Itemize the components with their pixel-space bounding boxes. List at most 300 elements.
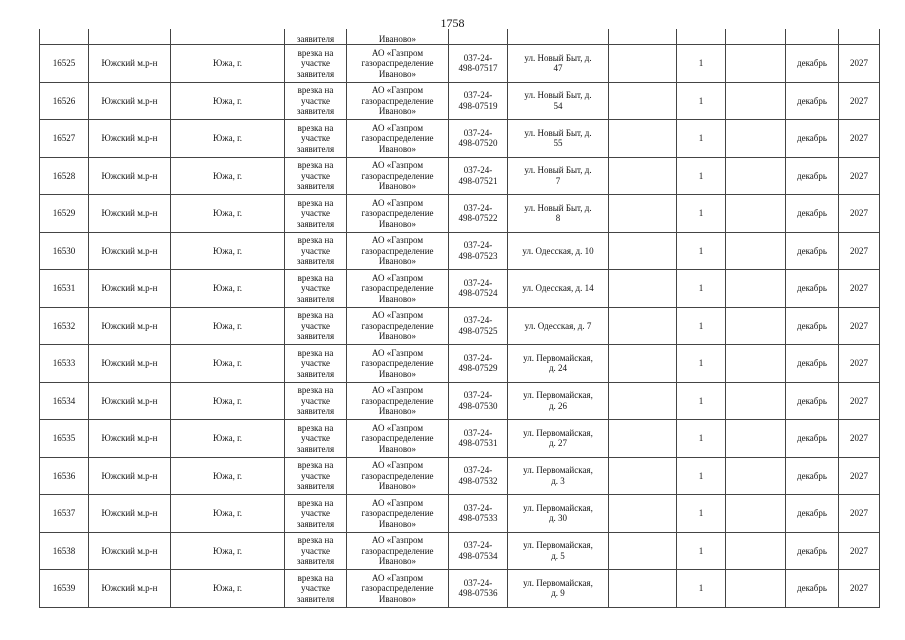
cell-company-line: АО «Газпром xyxy=(371,422,424,433)
cell-qty: 1 xyxy=(677,82,726,120)
cell-code-line: 037-24- xyxy=(463,540,493,551)
cell-address-line: ул. Новый Быт, д. xyxy=(524,202,592,213)
cell-work-type xyxy=(285,532,347,570)
cell-work-type xyxy=(285,420,347,458)
cell-city: Южа, г. xyxy=(171,457,285,495)
cell-year: 2027 xyxy=(839,345,880,383)
cell-company xyxy=(347,345,449,383)
cell-company-line: АО «Газпром xyxy=(371,535,424,545)
cell-address-line: д. 27 xyxy=(548,438,568,449)
cell-company-line: Иваново» xyxy=(378,256,417,266)
table-body xyxy=(40,29,880,607)
cell-work-type-line: участке xyxy=(300,133,331,143)
cell-qty: 1 xyxy=(677,532,726,570)
cell-code xyxy=(449,382,508,420)
cell-company-line: Иваново» xyxy=(378,556,417,566)
cell-work-type-line: заявителя xyxy=(296,368,335,379)
cell-work-type-line: заявителя xyxy=(296,556,335,566)
cell-code-line: 037-24- xyxy=(463,352,493,363)
cell-address xyxy=(508,532,609,570)
cell-company-line: газораспределение xyxy=(361,170,434,181)
cell-address xyxy=(508,45,609,83)
cell-address xyxy=(508,82,609,120)
cell-code-line: 037-24- xyxy=(463,127,493,138)
cell-company-line: Иваново» xyxy=(378,368,417,379)
cell-empty xyxy=(726,157,786,195)
cell-work-type xyxy=(285,120,347,158)
cell-address-line: ул. Первомайская, xyxy=(523,502,593,513)
cell-code-line: 498-07533 xyxy=(458,513,498,524)
cell-code-line: 498-07521 xyxy=(458,175,498,186)
cell-code-line: 498-07523 xyxy=(458,250,498,261)
cell-empty xyxy=(609,120,677,158)
cell-work-type-line: врезка на xyxy=(297,460,334,470)
cell-empty xyxy=(726,82,786,120)
cell-company-line: Иваново» xyxy=(378,518,417,529)
cell-company-line: газораспределение xyxy=(361,395,434,406)
cell-work-type-line: участке xyxy=(300,320,331,331)
cell-empty xyxy=(726,457,786,495)
cell-month: декабрь xyxy=(786,195,839,233)
cell-year: 2027 xyxy=(839,45,880,83)
cell-company-line: АО «Газпром xyxy=(371,347,424,358)
cell-code-line: 037-24- xyxy=(463,315,493,326)
cell-company-line: Иваново» xyxy=(378,293,417,304)
cell-code-line: 498-07531 xyxy=(458,438,498,449)
cell-empty xyxy=(609,382,677,420)
cell-company xyxy=(347,120,449,158)
cell-address-line: ул. Одесская, д. 14 xyxy=(522,283,594,293)
cell-address-line: ул. Первомайская, xyxy=(523,540,593,551)
cell-address xyxy=(508,232,609,270)
cell-company-line: АО «Газпром xyxy=(371,497,424,508)
cell-city: Южа, г. xyxy=(171,45,285,83)
cell-empty xyxy=(609,495,677,533)
cell-month: декабрь xyxy=(786,532,839,570)
cell-work-type xyxy=(285,195,347,233)
cell-month: декабрь xyxy=(786,45,839,83)
cell-empty xyxy=(609,420,677,458)
cell-month: декабрь xyxy=(786,345,839,383)
table-row xyxy=(40,307,880,345)
cell-address-line: ул. Новый Быт, д. xyxy=(524,165,592,176)
cell-blank xyxy=(171,29,285,45)
cell-work-type-line: участке xyxy=(300,470,331,481)
cell-empty xyxy=(609,45,677,83)
cell-id: 16526 xyxy=(40,82,89,120)
cell-year: 2027 xyxy=(839,420,880,458)
cell-work-type-line: участке xyxy=(300,545,331,556)
cell-month: декабрь xyxy=(786,82,839,120)
cell-qty: 1 xyxy=(677,270,726,308)
cell-id: 16532 xyxy=(40,307,89,345)
cell-address-line: 54 xyxy=(553,100,563,111)
cell-work-type-line: врезка на xyxy=(297,85,334,95)
cell-address-line: 7 xyxy=(555,175,561,186)
cell-qty: 1 xyxy=(677,495,726,533)
cell-company-line: газораспределение xyxy=(361,133,434,143)
cell-id: 16535 xyxy=(40,420,89,458)
cell-year: 2027 xyxy=(839,382,880,420)
works-table xyxy=(39,29,880,608)
cell-city: Южа, г. xyxy=(171,307,285,345)
cell-city: Южа, г. xyxy=(171,120,285,158)
cell-empty xyxy=(609,232,677,270)
cell-id: 16537 xyxy=(40,495,89,533)
cell-company xyxy=(347,82,449,120)
cell-year: 2027 xyxy=(839,532,880,570)
cell-district: Южский м.р-н xyxy=(89,45,171,83)
cell-address xyxy=(508,420,609,458)
cell-empty xyxy=(609,157,677,195)
cell-company xyxy=(347,382,449,420)
cell-blank xyxy=(726,29,786,45)
cell-blank xyxy=(89,29,171,45)
cell-work-type-line: врезка на xyxy=(297,535,334,545)
cell-year: 2027 xyxy=(839,157,880,195)
cell-work-type xyxy=(285,45,347,83)
cell-work-type-line: врезка на xyxy=(297,197,334,208)
cell-year: 2027 xyxy=(839,570,880,608)
cell-month: декабрь xyxy=(786,270,839,308)
cell-code-line: 498-07524 xyxy=(458,288,498,299)
cell-code-line: 498-07520 xyxy=(458,138,498,149)
cell-district: Южский м.р-н xyxy=(89,345,171,383)
cell-code-line: 498-07517 xyxy=(458,63,498,74)
table-row xyxy=(40,232,880,270)
table-row xyxy=(40,420,880,458)
cell-qty: 1 xyxy=(677,457,726,495)
cell-company-line: газораспределение xyxy=(361,508,434,518)
cell-year: 2027 xyxy=(839,82,880,120)
cell-work-type-line: врезка на xyxy=(297,47,334,58)
cell-work-type-line: врезка на xyxy=(297,235,334,245)
cell-work-type-fragment: заявителя xyxy=(285,29,347,45)
continued-row xyxy=(40,29,880,45)
cell-company-line: АО «Газпром xyxy=(371,272,424,283)
cell-address-line: д. 30 xyxy=(548,513,568,524)
table-row xyxy=(40,570,880,608)
cell-address-line: ул. Первомайская, xyxy=(523,390,593,401)
cell-code-line: 498-07519 xyxy=(458,100,498,111)
cell-address xyxy=(508,570,609,608)
cell-code-line: 037-24- xyxy=(463,277,493,288)
cell-company xyxy=(347,495,449,533)
cell-address xyxy=(508,120,609,158)
cell-empty xyxy=(726,307,786,345)
cell-company-line: газораспределение xyxy=(361,358,434,368)
cell-code-line: 037-24- xyxy=(463,240,493,251)
cell-empty xyxy=(726,495,786,533)
cell-empty xyxy=(726,45,786,83)
cell-code xyxy=(449,232,508,270)
cell-company xyxy=(347,157,449,195)
cell-code-line: 037-24- xyxy=(463,202,493,213)
cell-address xyxy=(508,457,609,495)
cell-address-line: ул. Новый Быт, д. xyxy=(524,127,592,138)
cell-city: Южа, г. xyxy=(171,570,285,608)
cell-code xyxy=(449,420,508,458)
cell-company-line: Иваново» xyxy=(378,331,417,341)
cell-company-line: Иваново» xyxy=(378,593,417,604)
cell-blank xyxy=(609,29,677,45)
cell-company xyxy=(347,532,449,570)
cell-address-line: ул. Первомайская, xyxy=(523,465,593,476)
table-row xyxy=(40,345,880,383)
cell-company-line: Иваново» xyxy=(378,406,417,416)
cell-code xyxy=(449,82,508,120)
cell-district: Южский м.р-н xyxy=(89,270,171,308)
cell-company xyxy=(347,307,449,345)
cell-company-line: газораспределение xyxy=(361,320,434,331)
cell-company-line: АО «Газпром xyxy=(371,460,424,470)
cell-code xyxy=(449,570,508,608)
cell-address xyxy=(508,382,609,420)
cell-month: декабрь xyxy=(786,457,839,495)
cell-work-type-line: заявителя xyxy=(296,518,335,529)
cell-code-line: 498-07529 xyxy=(458,363,498,374)
cell-address-line: д. 3 xyxy=(551,475,565,486)
cell-work-type-line: врезка на xyxy=(297,160,334,170)
cell-empty xyxy=(609,270,677,308)
cell-district: Южский м.р-н xyxy=(89,420,171,458)
cell-company-line: АО «Газпром xyxy=(371,197,424,208)
cell-company-line: газораспределение xyxy=(361,283,434,293)
cell-city: Южа, г. xyxy=(171,532,285,570)
cell-district: Южский м.р-н xyxy=(89,495,171,533)
cell-qty: 1 xyxy=(677,120,726,158)
cell-work-type-line: заявителя xyxy=(296,593,335,604)
cell-work-type-line: врезка на xyxy=(297,272,334,283)
cell-id: 16538 xyxy=(40,532,89,570)
page-number: 1758 xyxy=(440,16,465,30)
cell-code-line: 498-07530 xyxy=(458,400,498,411)
cell-address-line: ул. Первомайская, xyxy=(523,352,593,363)
cell-district: Южский м.р-н xyxy=(89,232,171,270)
cell-qty: 1 xyxy=(677,157,726,195)
cell-empty xyxy=(609,570,677,608)
cell-district: Южский м.р-н xyxy=(89,532,171,570)
cell-code-line: 498-07536 xyxy=(458,588,498,599)
cell-empty xyxy=(609,532,677,570)
cell-address-line: ул. Первомайская, xyxy=(523,577,593,588)
cell-month: декабрь xyxy=(786,570,839,608)
cell-code xyxy=(449,45,508,83)
cell-work-type-line: заявителя xyxy=(296,481,335,491)
table-row xyxy=(40,382,880,420)
cell-district: Южский м.р-н xyxy=(89,307,171,345)
cell-code-line: 037-24- xyxy=(463,577,493,588)
cell-month: декабрь xyxy=(786,120,839,158)
cell-code-line: 498-07522 xyxy=(458,213,498,224)
cell-work-type-line: врезка на xyxy=(297,122,334,133)
cell-qty: 1 xyxy=(677,570,726,608)
cell-work-type-line: участке xyxy=(300,508,331,518)
cell-company xyxy=(347,270,449,308)
cell-code-line: 037-24- xyxy=(463,465,493,476)
cell-district: Южский м.р-н xyxy=(89,457,171,495)
cell-company-line: газораспределение xyxy=(361,245,434,256)
cell-work-type-line: участке xyxy=(300,95,331,106)
cell-id: 16529 xyxy=(40,195,89,233)
cell-company-line: Иваново» xyxy=(378,218,417,229)
cell-month: декабрь xyxy=(786,307,839,345)
cell-empty xyxy=(609,195,677,233)
cell-work-type xyxy=(285,157,347,195)
cell-empty xyxy=(609,307,677,345)
cell-company xyxy=(347,232,449,270)
cell-work-type xyxy=(285,570,347,608)
cell-qty: 1 xyxy=(677,195,726,233)
cell-company-line: Иваново» xyxy=(378,481,417,491)
cell-work-type-line: участке xyxy=(300,283,331,293)
cell-company-line: АО «Газпром xyxy=(371,235,424,245)
cell-blank xyxy=(508,29,609,45)
cell-company-line: АО «Газпром xyxy=(371,85,424,95)
cell-city: Южа, г. xyxy=(171,420,285,458)
cell-year: 2027 xyxy=(839,270,880,308)
cell-empty xyxy=(609,82,677,120)
cell-month: декабрь xyxy=(786,232,839,270)
cell-id: 16539 xyxy=(40,570,89,608)
cell-work-type-line: врезка на xyxy=(297,497,334,508)
cell-address xyxy=(508,495,609,533)
cell-address-line: д. 9 xyxy=(551,588,565,599)
cell-address-line: д. 26 xyxy=(548,400,568,411)
cell-address-line: ул. Первомайская, xyxy=(523,427,593,438)
cell-blank xyxy=(449,29,508,45)
cell-company-line: Иваново» xyxy=(378,143,417,154)
cell-company-line: Иваново» xyxy=(378,106,417,116)
cell-company-line: АО «Газпром xyxy=(371,385,424,395)
table-row xyxy=(40,457,880,495)
cell-work-type-line: заявителя xyxy=(296,218,335,229)
cell-code xyxy=(449,270,508,308)
cell-work-type-line: участке xyxy=(300,170,331,181)
cell-empty xyxy=(726,270,786,308)
cell-work-type xyxy=(285,495,347,533)
cell-work-type-line: заявителя xyxy=(296,68,335,79)
cell-code-line: 037-24- xyxy=(463,165,493,176)
cell-work-type-line: заявителя xyxy=(296,443,335,454)
table-row xyxy=(40,195,880,233)
cell-district: Южский м.р-н xyxy=(89,120,171,158)
cell-work-type-line: участке xyxy=(300,208,331,218)
cell-code xyxy=(449,345,508,383)
cell-work-type-line: заявителя xyxy=(296,293,335,304)
cell-code-line: 037-24- xyxy=(463,52,493,63)
cell-work-type xyxy=(285,232,347,270)
cell-address-line: ул. Новый Быт, д. xyxy=(524,90,592,101)
cell-company-line: газораспределение xyxy=(361,95,434,106)
cell-month: декабрь xyxy=(786,382,839,420)
cell-work-type-line: заявителя xyxy=(296,181,335,191)
cell-company-line: АО «Газпром xyxy=(371,122,424,133)
cell-blank xyxy=(786,29,839,45)
cell-id: 16534 xyxy=(40,382,89,420)
cell-district: Южский м.р-н xyxy=(89,82,171,120)
cell-address-line: 55 xyxy=(553,138,563,149)
cell-company-line: газораспределение xyxy=(361,433,434,443)
cell-work-type-line: участке xyxy=(300,583,331,593)
cell-city: Южа, г. xyxy=(171,82,285,120)
cell-empty xyxy=(609,457,677,495)
cell-code xyxy=(449,495,508,533)
cell-work-type xyxy=(285,82,347,120)
cell-company-line: АО «Газпром xyxy=(371,572,424,583)
cell-qty: 1 xyxy=(677,232,726,270)
cell-code-line: 037-24- xyxy=(463,502,493,513)
cell-id: 16528 xyxy=(40,157,89,195)
cell-year: 2027 xyxy=(839,307,880,345)
cell-district: Южский м.р-н xyxy=(89,382,171,420)
cell-empty xyxy=(726,232,786,270)
table-row xyxy=(40,120,880,158)
cell-work-type-line: заявителя xyxy=(296,143,335,154)
cell-city: Южа, г. xyxy=(171,270,285,308)
cell-id: 16530 xyxy=(40,232,89,270)
cell-company xyxy=(347,570,449,608)
cell-company-line: АО «Газпром xyxy=(371,160,424,170)
cell-code xyxy=(449,120,508,158)
cell-address-line: 47 xyxy=(553,63,563,74)
cell-work-type-line: заявителя xyxy=(296,406,335,416)
cell-month: декабрь xyxy=(786,420,839,458)
cell-empty xyxy=(726,345,786,383)
cell-work-type xyxy=(285,270,347,308)
cell-address xyxy=(508,307,609,345)
cell-work-type-line: заявителя xyxy=(296,256,335,266)
cell-empty xyxy=(726,532,786,570)
cell-work-type-line: заявителя xyxy=(296,331,335,341)
cell-city: Южа, г. xyxy=(171,232,285,270)
cell-work-type-line: участке xyxy=(300,433,331,443)
cell-work-type-line: врезка на xyxy=(297,347,334,358)
table-row xyxy=(40,45,880,83)
cell-work-type-line: врезка на xyxy=(297,385,334,395)
cell-city: Южа, г. xyxy=(171,345,285,383)
cell-work-type xyxy=(285,307,347,345)
table-row xyxy=(40,270,880,308)
cell-id: 16536 xyxy=(40,457,89,495)
cell-company-fragment: Иваново» xyxy=(347,29,449,45)
cell-work-type xyxy=(285,345,347,383)
cell-work-type-line: участке xyxy=(300,358,331,368)
cell-code xyxy=(449,532,508,570)
cell-company-line: АО «Газпром xyxy=(371,47,424,58)
cell-address xyxy=(508,345,609,383)
cell-company xyxy=(347,457,449,495)
cell-company-line: газораспределение xyxy=(361,545,434,556)
cell-work-type-line: участке xyxy=(300,58,331,68)
cell-address xyxy=(508,195,609,233)
cell-work-type xyxy=(285,382,347,420)
cell-year: 2027 xyxy=(839,195,880,233)
cell-work-type-line: врезка на xyxy=(297,572,334,583)
cell-work-type-line: участке xyxy=(300,245,331,256)
cell-qty: 1 xyxy=(677,45,726,83)
table-row xyxy=(40,495,880,533)
cell-id: 16525 xyxy=(40,45,89,83)
cell-code xyxy=(449,457,508,495)
cell-empty xyxy=(609,345,677,383)
cell-code-line: 498-07525 xyxy=(458,325,498,336)
cell-year: 2027 xyxy=(839,232,880,270)
cell-empty xyxy=(726,570,786,608)
cell-address-line: д. 5 xyxy=(551,550,565,561)
cell-work-type-line: врезка на xyxy=(297,422,334,433)
cell-address-line: ул. Одесская, д. 7 xyxy=(524,320,592,331)
